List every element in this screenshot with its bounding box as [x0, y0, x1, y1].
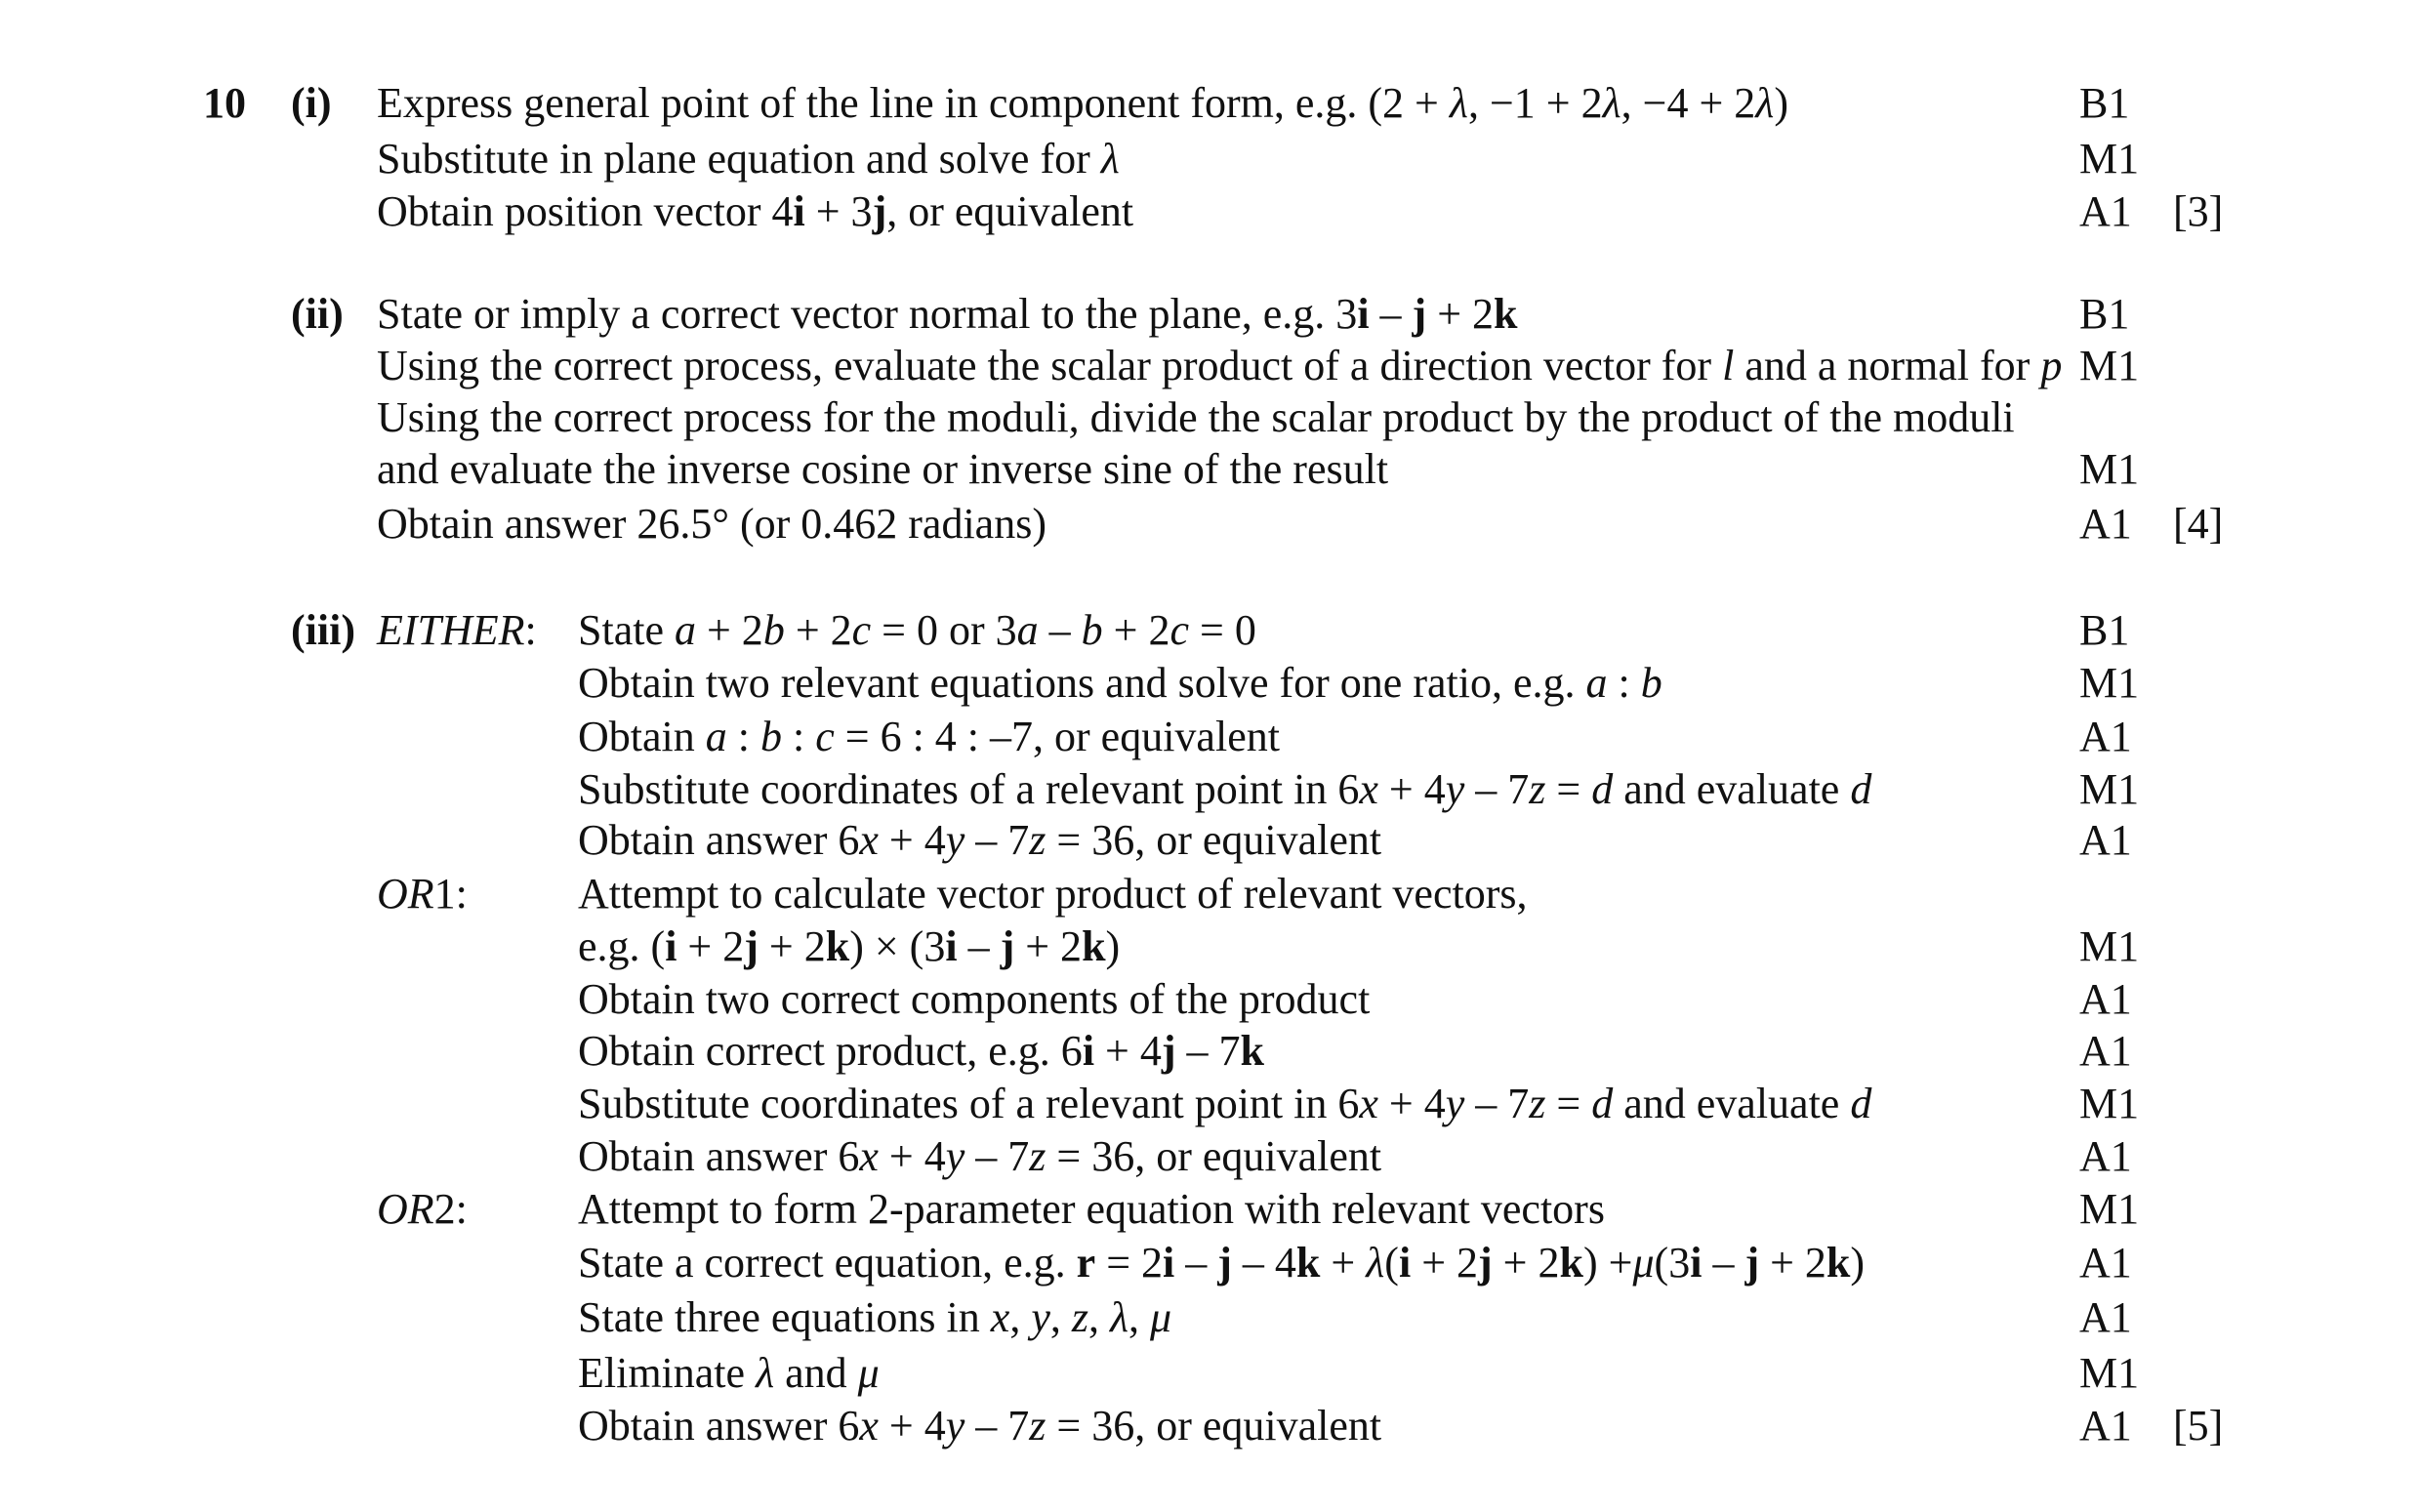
mark: A1 — [2079, 1239, 2132, 1287]
part-ii-row-4: and evaluate the inverse cosine or inverse sine of the result — [377, 445, 1389, 493]
or1-row-5: Substitute coordinates of a relevant point in 6x + 4y – 7z = d and evaluate d — [578, 1080, 1872, 1127]
mark: A1 — [2079, 1402, 2132, 1450]
mark: B1 — [2079, 290, 2130, 338]
part-ii-total: [4] — [2173, 500, 2224, 548]
mark: A1 — [2079, 1132, 2132, 1180]
mark: A1 — [2079, 975, 2132, 1023]
or2-row-2: State a correct equation, e.g. r = 2i – j – 4k + λ(i + 2j + 2k) +μ(3i – j + 2k) — [578, 1239, 1866, 1287]
mark: M1 — [2079, 1080, 2140, 1127]
either-row-2: Obtain two relevant equations and solve for one ratio, e.g. a : b — [578, 659, 1662, 707]
question-number: 10 — [203, 79, 246, 127]
part-iii-label: (iii) — [291, 606, 355, 654]
part-i-row-1: Express general point of the line in component form, e.g. (2 + λ, −1 + 2λ, −4 + 2λ) — [377, 79, 1788, 127]
mark: A1 — [2079, 187, 2132, 235]
part-i-row-2: Substitute in plane equation and solve for λ — [377, 135, 1120, 183]
or1-label: OR1: — [377, 870, 468, 918]
mark: B1 — [2079, 79, 2130, 127]
part-ii-row-5: Obtain answer 26.5° (or 0.462 radians) — [377, 500, 1046, 548]
or2-row-5: Obtain answer 6x + 4y – 7z = 36, or equivalent — [578, 1402, 1382, 1450]
mark: M1 — [2079, 135, 2140, 183]
or1-row-6: Obtain answer 6x + 4y – 7z = 36, or equivalent — [578, 1132, 1382, 1180]
part-i-total: [3] — [2173, 187, 2224, 235]
either-row-5: Obtain answer 6x + 4y – 7z = 36, or equivalent — [578, 816, 1382, 864]
mark: M1 — [2079, 659, 2140, 707]
or1-row-4: Obtain correct product, e.g. 6i + 4j – 7k — [578, 1027, 1265, 1075]
mark: M1 — [2079, 1349, 2140, 1397]
part-i-label: (i) — [291, 79, 332, 127]
part-ii-row-2: Using the correct process, evaluate the scalar product of a direction vector for l and a normal for p — [377, 342, 2063, 389]
or2-row-4: Eliminate λ and μ — [578, 1349, 880, 1397]
mark: A1 — [2079, 816, 2132, 864]
mark: A1 — [2079, 713, 2132, 760]
mark: A1 — [2079, 1027, 2132, 1075]
either-row-4: Substitute coordinates of a relevant point in 6x + 4y – 7z = d and evaluate d — [578, 765, 1872, 813]
part-i-row-3: Obtain position vector 4i + 3j, or equivalent — [377, 187, 1134, 235]
either-label: EITHER: — [377, 606, 537, 654]
or1-row-2: e.g. (i + 2j + 2k) × (3i – j + 2k) — [578, 922, 1121, 970]
mark: M1 — [2079, 1185, 2140, 1233]
mark: M1 — [2079, 342, 2140, 389]
or1-row-1: Attempt to calculate vector product of relevant vectors, — [578, 870, 1528, 918]
or2-row-3: State three equations in x, y, z, λ, μ — [578, 1293, 1172, 1341]
mark: B1 — [2079, 606, 2130, 654]
part-ii-row-3: Using the correct process for the moduli, divide the scalar product by the product of the moduli — [377, 393, 2015, 441]
part-ii-label: (ii) — [291, 290, 344, 338]
or2-label: OR2: — [377, 1185, 468, 1233]
or2-row-1: Attempt to form 2-parameter equation with relevant vectors — [578, 1185, 1605, 1233]
mark: M1 — [2079, 445, 2140, 493]
or1-row-3: Obtain two correct components of the product — [578, 975, 1371, 1023]
mark: M1 — [2079, 765, 2140, 813]
either-row-3: Obtain a : b : c = 6 : 4 : –7, or equivalent — [578, 713, 1280, 760]
part-ii-row-1: State or imply a correct vector normal to the plane, e.g. 3i – j + 2k — [377, 290, 1518, 338]
mark: A1 — [2079, 500, 2132, 548]
mark: M1 — [2079, 922, 2140, 970]
either-row-1: State a + 2b + 2c = 0 or 3a – b + 2c = 0 — [578, 606, 1256, 654]
mark: A1 — [2079, 1293, 2132, 1341]
part-iii-total: [5] — [2173, 1402, 2224, 1450]
